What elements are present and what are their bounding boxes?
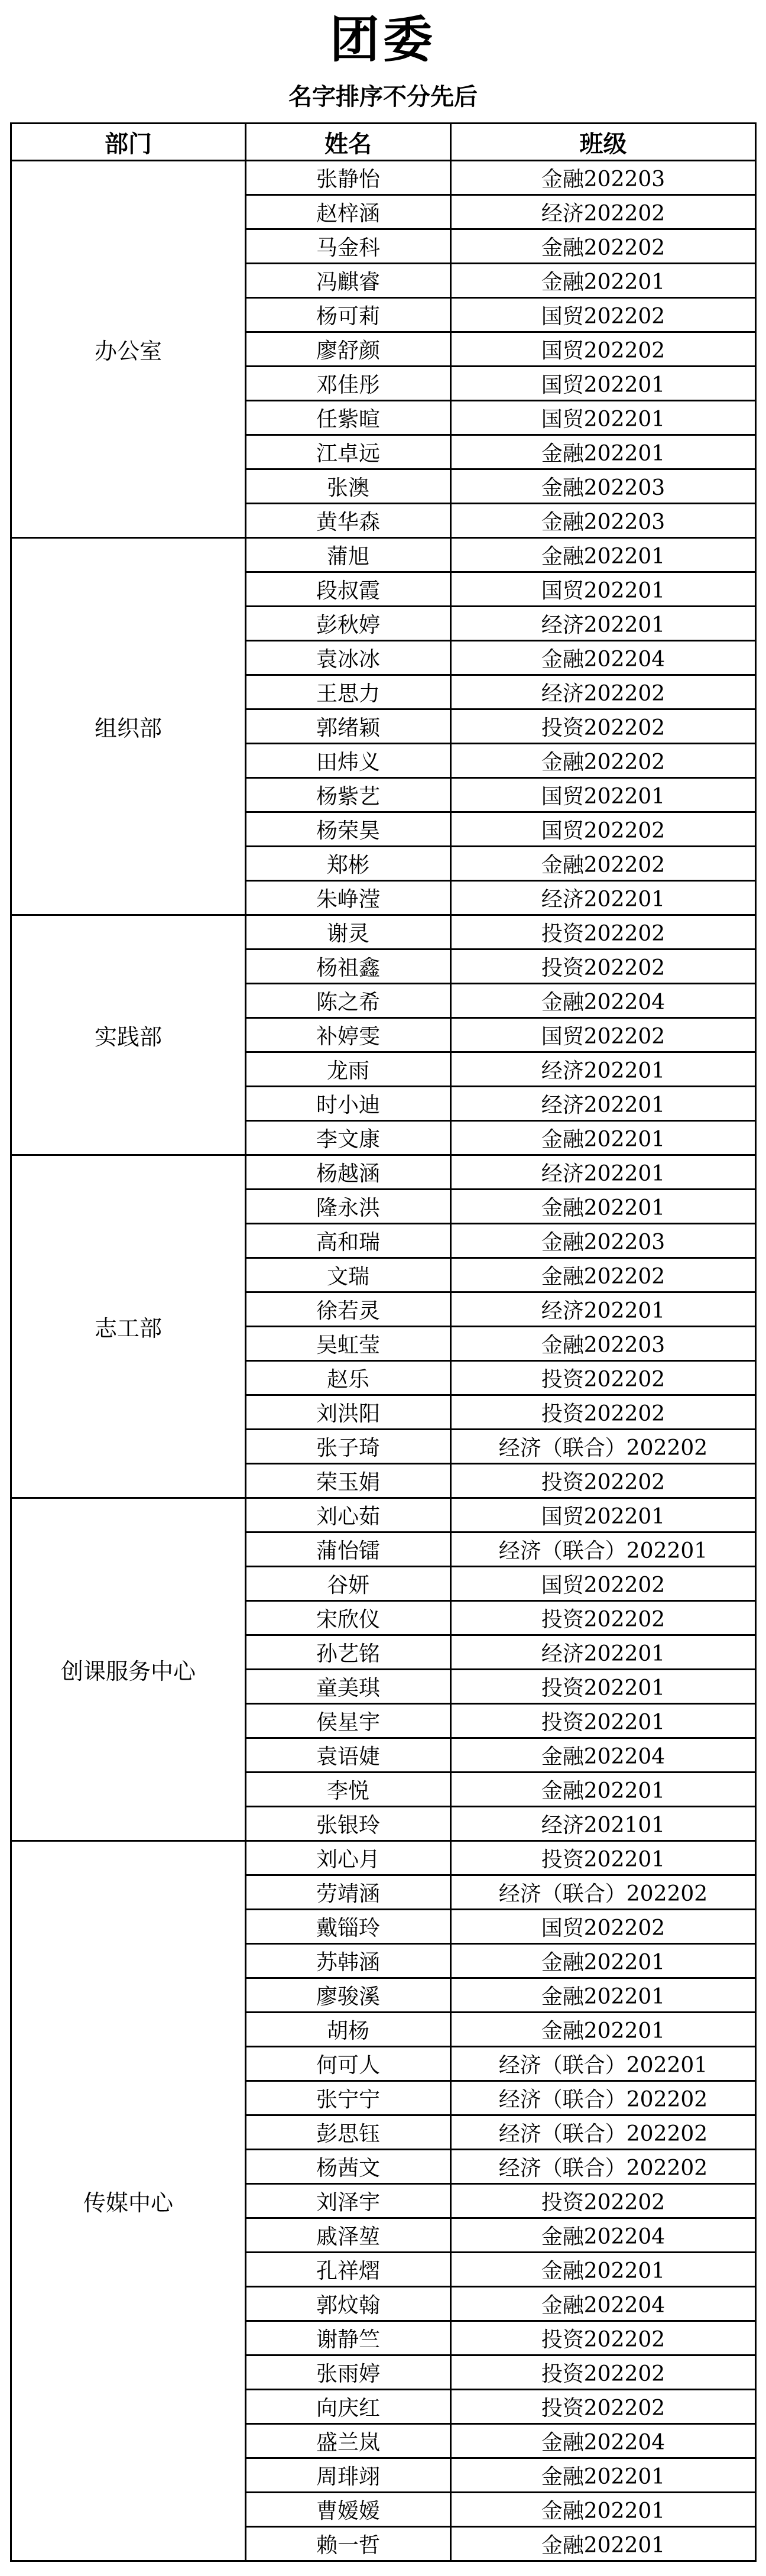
name-cell: 何可人 [246,2047,451,2081]
class-cell: 经济202201 [451,1292,756,1327]
class-cell: 投资202202 [451,2390,756,2424]
name-cell: 补婷雯 [246,1018,451,1052]
name-cell: 苏韩涵 [246,1944,451,1978]
table-row [11,161,756,195]
roster-table [10,122,757,2562]
class-cell: 金融202204 [451,2424,756,2458]
class-cell: 经济202201 [451,607,756,641]
name-cell: 隆永洪 [246,1190,451,1224]
name-cell: 赵梓涵 [246,195,451,229]
class-cell: 金融202203 [451,1327,756,1361]
header-name: 姓名 [246,124,451,161]
name-cell: 张宁宁 [246,2081,451,2115]
department-cell: 创课服务中心 [11,1498,246,1841]
name-cell: 彭思钰 [246,2115,451,2150]
name-cell: 廖骏溪 [246,1978,451,2013]
page-title: 团委 [329,9,436,69]
name-cell: 侯星宇 [246,1704,451,1738]
class-cell: 国贸202202 [451,1567,756,1601]
class-cell: 金融202202 [451,229,756,264]
class-cell: 金融202201 [451,2493,756,2527]
class-cell: 投资202202 [451,1361,756,1395]
name-cell: 袁冰冰 [246,641,451,675]
class-cell: 金融202201 [451,2013,756,2047]
class-cell: 投资202202 [451,2321,756,2355]
name-cell: 戚泽堃 [246,2218,451,2253]
name-cell: 刘心月 [246,1841,451,1875]
class-cell: 金融202201 [451,2253,756,2287]
name-cell: 李悦 [246,1773,451,1807]
class-cell: 金融202202 [451,1258,756,1292]
name-cell: 李文康 [246,1121,451,1155]
class-cell: 金融202204 [451,984,756,1018]
class-cell: 投资202202 [451,1601,756,1635]
class-cell: 投资202202 [451,950,756,984]
name-cell: 冯麒睿 [246,264,451,298]
class-cell: 国贸202202 [451,812,756,847]
name-cell: 蒲旭 [246,538,451,572]
class-cell: 金融202201 [451,2527,756,2561]
name-cell: 杨茜文 [246,2150,451,2184]
name-cell: 杨可莉 [246,298,451,332]
name-cell: 廖舒颜 [246,332,451,367]
header-department: 部门 [11,124,246,161]
department-cell: 办公室 [11,161,246,538]
name-cell: 文瑞 [246,1258,451,1292]
class-cell: 经济（联合）202201 [451,1532,756,1567]
class-cell: 金融202201 [451,2458,756,2493]
class-cell: 金融202201 [451,435,756,469]
name-cell: 徐若灵 [246,1292,451,1327]
name-cell: 刘心茹 [246,1498,451,1532]
class-cell: 经济202202 [451,675,756,709]
class-cell: 国贸202202 [451,1018,756,1052]
name-cell: 张静怡 [246,161,451,195]
department-cell: 实践部 [11,915,246,1155]
class-cell: 投资202201 [451,1670,756,1704]
class-cell: 国贸202201 [451,367,756,401]
name-cell: 刘洪阳 [246,1395,451,1430]
name-cell: 戴锱玲 [246,1910,451,1944]
name-cell: 时小迪 [246,1087,451,1121]
class-cell: 金融202203 [451,504,756,538]
name-cell: 盛兰岚 [246,2424,451,2458]
name-cell: 谷妍 [246,1567,451,1601]
class-cell: 经济202202 [451,195,756,229]
name-cell: 杨越涵 [246,1155,451,1190]
class-cell: 国贸202202 [451,332,756,367]
name-cell: 劳靖涵 [246,1875,451,1910]
class-cell: 国贸202201 [451,778,756,812]
name-cell: 江卓远 [246,435,451,469]
name-cell: 周琲翊 [246,2458,451,2493]
class-cell: 金融202204 [451,2287,756,2321]
class-cell: 投资202202 [451,2355,756,2390]
name-cell: 胡杨 [246,2013,451,2047]
class-cell: 金融202201 [451,1190,756,1224]
name-cell: 黄华森 [246,504,451,538]
class-cell: 经济202201 [451,1052,756,1087]
name-cell: 龙雨 [246,1052,451,1087]
name-cell: 吴虹莹 [246,1327,451,1361]
class-cell: 国贸202201 [451,401,756,435]
class-cell: 金融202201 [451,538,756,572]
roster-body [11,161,756,2561]
class-cell: 投资202202 [451,709,756,744]
table-row [11,1155,756,1190]
name-cell: 段叔霞 [246,572,451,607]
name-cell: 陈之希 [246,984,451,1018]
name-cell: 谢静竺 [246,2321,451,2355]
name-cell: 郑彬 [246,847,451,881]
class-cell: 金融202201 [451,1121,756,1155]
class-cell: 经济202201 [451,1155,756,1190]
name-cell: 杨荣昊 [246,812,451,847]
table-row [11,915,756,950]
name-cell: 田炜义 [246,744,451,778]
class-cell: 投资202202 [451,1395,756,1430]
page-subtitle: 名字排序不分先后 [288,82,478,111]
class-cell: 金融202204 [451,1738,756,1773]
class-cell: 金融202201 [451,1773,756,1807]
name-cell: 郭绪颖 [246,709,451,744]
name-cell: 杨紫艺 [246,778,451,812]
name-cell: 孔祥熠 [246,2253,451,2287]
class-cell: 金融202202 [451,847,756,881]
name-cell: 朱峥滢 [246,881,451,915]
name-cell: 张子琦 [246,1430,451,1464]
name-cell: 童美琪 [246,1670,451,1704]
class-cell: 国贸202201 [451,1498,756,1532]
class-cell: 经济202201 [451,1087,756,1121]
class-cell: 经济202101 [451,1807,756,1841]
class-cell: 金融202204 [451,2218,756,2253]
class-cell: 经济（联合）202202 [451,1875,756,1910]
table-row [11,538,756,572]
class-cell: 投资202201 [451,1704,756,1738]
table-row [11,1841,756,1875]
class-cell: 国贸202202 [451,298,756,332]
class-cell: 投资202202 [451,1464,756,1498]
name-cell: 张雨婷 [246,2355,451,2390]
class-cell: 经济（联合）202202 [451,1430,756,1464]
class-cell: 金融202201 [451,1978,756,2013]
name-cell: 蒲怡镭 [246,1532,451,1567]
name-cell: 任紫暄 [246,401,451,435]
name-cell: 赵乐 [246,1361,451,1395]
name-cell: 宋欣仪 [246,1601,451,1635]
name-cell: 高和瑞 [246,1224,451,1258]
class-cell: 国贸202202 [451,1910,756,1944]
class-cell: 投资202202 [451,2184,756,2218]
name-cell: 刘泽宇 [246,2184,451,2218]
name-cell: 赖一哲 [246,2527,451,2561]
name-cell: 曹嫒嫒 [246,2493,451,2527]
class-cell: 金融202204 [451,641,756,675]
name-cell: 马金科 [246,229,451,264]
department-cell: 传媒中心 [11,1841,246,2561]
class-cell: 经济202201 [451,1635,756,1670]
table-row [11,1498,756,1532]
name-cell: 杨祖鑫 [246,950,451,984]
department-cell: 志工部 [11,1155,246,1498]
name-cell: 谢灵 [246,915,451,950]
class-cell: 投资202202 [451,915,756,950]
class-cell: 金融202203 [451,1224,756,1258]
name-cell: 彭秋婷 [246,607,451,641]
name-cell: 袁语婕 [246,1738,451,1773]
class-cell: 金融202203 [451,161,756,195]
name-cell: 向庆红 [246,2390,451,2424]
class-cell: 经济（联合）202202 [451,2115,756,2150]
class-cell: 金融202203 [451,469,756,504]
department-cell: 组织部 [11,538,246,915]
class-cell: 金融202202 [451,744,756,778]
name-cell: 邓佳彤 [246,367,451,401]
class-cell: 国贸202201 [451,572,756,607]
name-cell: 孙艺铭 [246,1635,451,1670]
name-cell: 王思力 [246,675,451,709]
class-cell: 金融202201 [451,1944,756,1978]
class-cell: 金融202201 [451,264,756,298]
class-cell: 经济（联合）202201 [451,2047,756,2081]
class-cell: 经济（联合）202202 [451,2150,756,2184]
name-cell: 张澳 [246,469,451,504]
class-cell: 投资202201 [451,1841,756,1875]
name-cell: 郭炆翰 [246,2287,451,2321]
class-cell: 经济（联合）202202 [451,2081,756,2115]
header-row [11,124,756,161]
header-class: 班级 [451,124,756,161]
name-cell: 荣玉娟 [246,1464,451,1498]
name-cell: 张银玲 [246,1807,451,1841]
class-cell: 经济202201 [451,881,756,915]
